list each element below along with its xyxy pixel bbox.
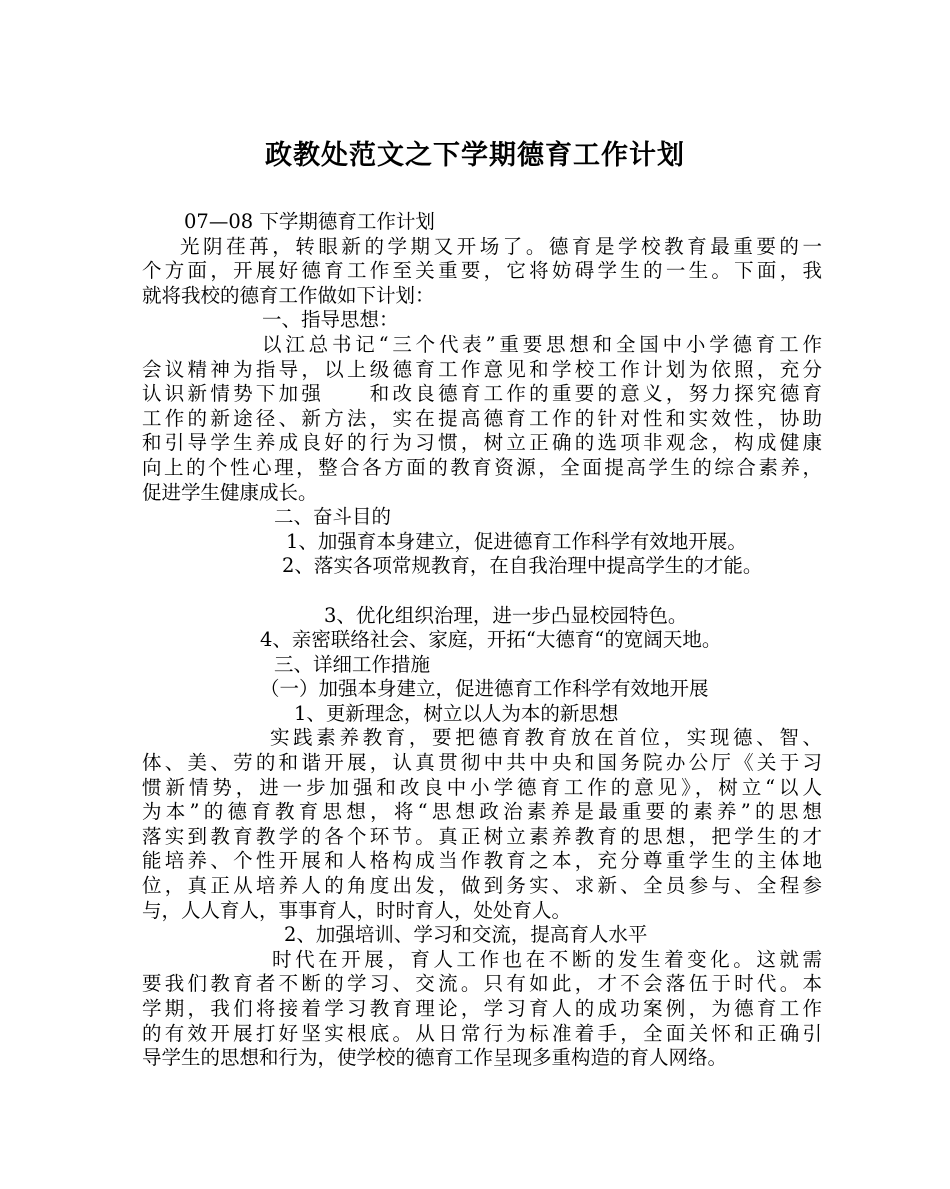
paragraph-line: 个方面，开展好德育工作至关重要，它将妨碍学生的一生。下面，我 <box>142 259 822 283</box>
paragraph-line: 体、美、劳的和谐开展，认真贯彻中共中央和国务院办公厅《关于习 <box>142 751 822 775</box>
paragraph-line: 4、亲密联络社会、家庭，开拓“大德育“的宽阔天地。 <box>260 628 722 652</box>
paragraph-line: 落实到教育教学的各个环节。真正树立素养教育的思想，把学生的才 <box>142 824 822 848</box>
paragraph-line: 能培养、个性开展和人格构成当作教育之本，充分尊重学生的主体地 <box>142 849 822 873</box>
paragraph-line: 三、详细工作措施 <box>274 652 431 676</box>
paragraph-line: 促进学生健康成长。 <box>142 480 318 504</box>
paragraph-line: 惯新情势，进一步加强和改良中小学德育工作的意见》，树立“以人 <box>142 775 822 799</box>
paragraph-line: 07—08 下学期德育工作计划 <box>184 210 435 233</box>
paragraph-line: 二、奋斗目的 <box>274 505 392 529</box>
paragraph-line: 2、落实各项常规教育，在自我治理中提高学生的才能。 <box>282 554 763 578</box>
paragraph-line: 位，真正从培养人的角度出发，做到务实、求新、全员参与、全程参 <box>142 874 822 898</box>
paragraph-line: 就将我校的德育工作做如下计划： <box>142 283 435 307</box>
blank-line <box>142 579 822 604</box>
paragraph-line: 1、加强育本身建立，促进德育工作科学有效地开展。 <box>286 529 747 553</box>
paragraph-line: 1、更新理念，树立以人为本的新思想 <box>294 701 619 725</box>
paragraph-line: 学期，我们将接着学习教育理论，学习育人的成功案例，为德育工作 <box>142 997 822 1020</box>
paragraph-line: 3、优化组织治理，进一步凸显校园特色。 <box>324 603 688 627</box>
paragraph-line: 工作的新途径、新方法，实在提高德育工作的针对性和实效性，协助 <box>142 406 822 430</box>
paragraph-line: 会议精神为指导，以上级德育工作意见和学校工作计划为依照，充分 <box>142 357 822 381</box>
paragraph-line: 一、指导思想： <box>262 308 399 332</box>
paragraph-line: 时代在开展，育人工作也在不断的发生着变化。这就需 <box>272 947 822 971</box>
paragraph-line: 的有效开展打好坚实根底。从日常行为标准着手，全面关怀和正确引 <box>142 1021 822 1045</box>
paragraph-line: （一）加强本身建立，促进德育工作科学有效地开展 <box>260 677 709 701</box>
paragraph-line: 以江总书记“三个代表”重要思想和全国中小学德育工作 <box>262 332 822 356</box>
paragraph-line: 与，人人育人，事事育人，时时育人，处处育人。 <box>142 898 572 922</box>
paragraph-line: 光阴荏苒，转眼新的学期又开场了。德育是学校教育最重要的一 <box>180 234 822 258</box>
paragraph-line: 为本”的德育教育思想，将“思想政治素养是最重要的素养”的思想 <box>142 800 822 824</box>
paragraph-line: 2、加强培训、学习和交流，提高育人水平 <box>284 923 648 947</box>
paragraph-line: 向上的个性心理，整合各方面的教育资源，全面提高学生的综合素养， <box>142 455 822 479</box>
document-body <box>142 210 822 1071</box>
paragraph-line: 实践素养教育，要把德育教育放在首位，实现德、智、 <box>270 726 822 750</box>
paragraph-line: 导学生的思想和行为，使学校的德育工作呈现多重构造的育人网络。 <box>142 1046 728 1070</box>
paragraph-line: 要我们教育者不断的学习、交流。只有如此，才不会落伍于时代。本 <box>142 972 822 996</box>
paragraph-line: 和引导学生养成良好的行为习惯，树立正确的选项非观念，构成健康 <box>142 431 822 455</box>
paragraph-line: 认识新情势下加强 和改良德育工作的重要的意义，努力探究德育 <box>142 382 822 406</box>
document-title: 政教处范文之下学期德育工作计划 <box>265 140 685 171</box>
